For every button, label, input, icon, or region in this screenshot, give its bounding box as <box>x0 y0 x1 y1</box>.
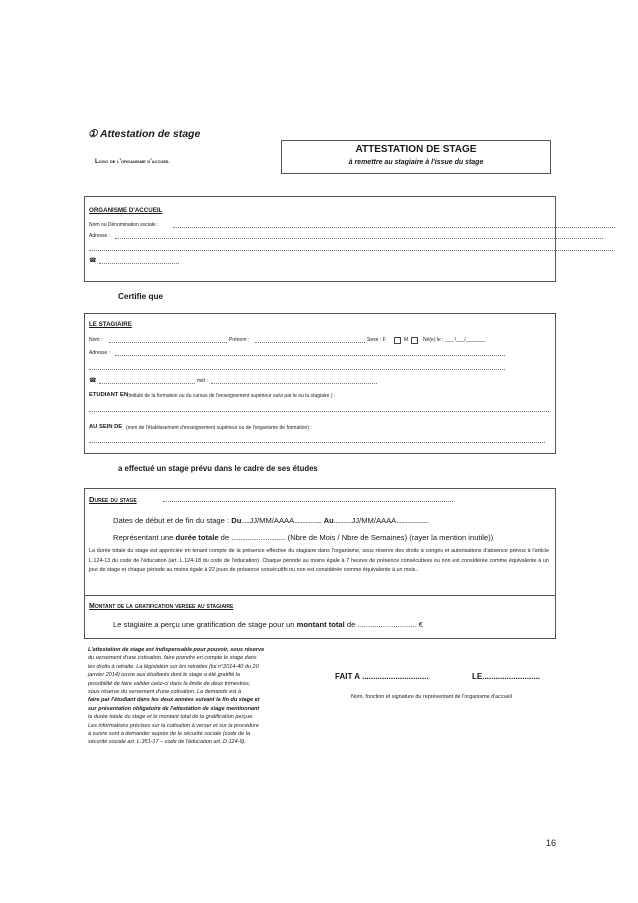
section-title: ① Attestation de stage <box>88 128 201 140</box>
fait-field[interactable]: .............................. <box>361 672 429 681</box>
stagiaire-prenom-field[interactable] <box>255 342 365 343</box>
le-label: LE <box>472 672 483 681</box>
effectue-stage: a effectué un stage prévu dans le cadre de ses études <box>118 464 318 473</box>
stagiaire-nom-label: Nom : <box>89 337 103 343</box>
organisme-box <box>84 196 556 282</box>
dates-line: Dates de début et de fin du stage : Du.....JJ/MM/AAAA................. Au...........JJ/MM/AAAA.................... <box>113 516 429 525</box>
signature-label: Nom, fonction et signature du représentant de l'organisme d'accueil <box>351 694 512 700</box>
phone-icon: ☎ <box>89 378 97 384</box>
header-title: ATTESTATION DE STAGE <box>355 144 477 155</box>
note-line: possibilité de faire valider celui-ci dans la limite de deux trimestres, <box>88 680 251 687</box>
sein-label: AU SEIN DE <box>89 424 123 430</box>
certifie-que: Certifie que <box>118 292 164 301</box>
phone-icon: ☎ <box>89 258 97 264</box>
organisme-nom-label: Nom ou Dénomination sociale : <box>89 222 159 228</box>
sein-note: (nom de l'établissement d'enseignement supérieur ou de l'organisme de formation) : <box>126 425 312 431</box>
note-line: L'attestation de stage est indispensable pour pouvoir, sous réserve <box>88 647 265 653</box>
header-box <box>281 140 551 174</box>
represente-line <box>113 533 493 542</box>
stagiaire-adresse-field[interactable] <box>115 355 505 356</box>
le-field[interactable]: .......................... <box>482 672 541 681</box>
retraite-note <box>88 646 300 747</box>
stagiaire-box <box>84 313 556 454</box>
stagiaire-phone-field[interactable] <box>99 383 195 384</box>
etablissement-field[interactable] <box>89 442 545 443</box>
montant-box <box>84 595 556 639</box>
formation-field[interactable] <box>89 411 549 412</box>
represente-mid: de <box>220 533 230 542</box>
stagiaire-heading: LE STAGIAIRE <box>89 321 132 328</box>
header-subtitle: à remettre au stagiaire à l'issue du stage <box>348 159 484 166</box>
organisme-adresse-label: Adresse : <box>89 233 111 239</box>
duree-totale-field[interactable]: .............................. <box>231 533 286 542</box>
note-line: sous réserve du versement d'une cotisation. La demande est à <box>88 689 242 696</box>
note-line: janvier 2014) ouvre aux étudiants dont le stage a été gratifié la <box>88 672 240 679</box>
stagiaire-adresse-field-2[interactable] <box>89 369 505 370</box>
montant-prefix: Le stagiaire a perçu une gratification de stage pour un <box>113 620 295 629</box>
etudiant-note: (intitulé de la formation ou du cursus de l'enseignement supérieur suivi par le ou la stagiaire ) : <box>127 393 336 399</box>
fait-line <box>335 672 429 681</box>
sexe-m-checkbox[interactable] <box>411 337 418 344</box>
sexe-label: Sexe : F <box>367 337 386 343</box>
duree-paragraph: La durée totale du stage est appréciée en tenant compte de la présence effective du stagiaire dans l'organisme, sous réserve des droits à congés et autorisations d'absence prévus à l'article L.124-13 du code de l'éducation (art. L.124-18 du code de l'éducation). Chaque période au moins égale à 7 heures de présence consécutives ou non est considérée comme équivalente à un jour de stage et chaque période au moins égale à 22 jours de présence consécutifs ou non est considérée comme équivalente à un mois.. <box>89 548 549 573</box>
page-number: 16 <box>546 838 557 848</box>
represente-suffix: (Nbre de Mois / Nbre de Semaines) (rayer la mention inutile)) <box>287 533 494 542</box>
note-line: la durée totale du stage et le montant total de la gratification perçue. <box>88 714 254 721</box>
organisme-heading: ORGANISME D'ACCUEIL <box>89 207 163 214</box>
mel-label: mél : <box>197 378 208 384</box>
date-debut-field[interactable]: JJ/MM/AAAA <box>249 516 295 525</box>
duree-totale-label: durée totale <box>175 533 219 542</box>
le-line <box>472 672 540 681</box>
montant-heading: Montant de la gratification versee au stagiaire <box>89 603 234 610</box>
duree-heading: Duree du stage <box>89 495 137 504</box>
stagiaire-adresse-label: Adresse : <box>89 350 111 356</box>
du-label: Du <box>231 516 242 525</box>
note-line: Les informations précises sur la cotisation à verser et sur la procédure <box>88 722 259 729</box>
note-line: faire par l'étudiant dans les deux années suivant la fin du stage et <box>88 697 260 704</box>
duree-box <box>84 488 556 596</box>
dates-prefix: Dates de début et de fin du stage : <box>113 516 230 525</box>
stagiaire-prenom-label: Prénom : <box>229 337 250 343</box>
fait-label: FAIT A <box>335 672 360 681</box>
note-line: à suivre sont à demander auprès de la sécurité sociale (code de la <box>88 731 251 738</box>
organisme-nom-field[interactable] <box>173 227 615 228</box>
represente-prefix: Représentant une <box>113 533 174 542</box>
organisme-phone-field[interactable] <box>99 263 179 264</box>
organisme-adresse-field-2[interactable] <box>89 250 613 251</box>
note-line: sur présentation obligatoire de l'attestation de stage mentionnant <box>88 705 260 712</box>
note-line: les droits à retraite. La législation sur les retraites (loi n°2014-40 du 20 <box>88 663 259 670</box>
date-fin-field[interactable]: JJ/MM/AAAA <box>351 516 397 525</box>
sexe-m-label: M <box>404 337 409 343</box>
note-line: du versement d'une cotisation, faire prendre en compte le stage dans <box>88 655 257 662</box>
stagiaire-email-field[interactable] <box>211 383 377 384</box>
birthdate-label: Né(e) le : ___ /___/_______ <box>423 337 486 343</box>
stagiaire-nom-field[interactable] <box>109 342 227 343</box>
note-line: sécurité sociale art. L.351-17 – code de l'éducation art..D.124-9). <box>88 739 246 746</box>
organisme-adresse-field[interactable] <box>115 238 603 239</box>
etudiant-label: ETUDIANT EN <box>89 392 128 398</box>
au-label: Au <box>323 516 334 525</box>
logo-label: Logo de l'organisme d'accueil <box>95 158 170 165</box>
montant-suffix: de ............................ € <box>346 620 423 629</box>
montant-total-label: montant total <box>296 620 345 629</box>
duree-field[interactable] <box>163 501 453 502</box>
sexe-f-checkbox[interactable] <box>394 337 401 344</box>
montant-line <box>113 620 423 629</box>
